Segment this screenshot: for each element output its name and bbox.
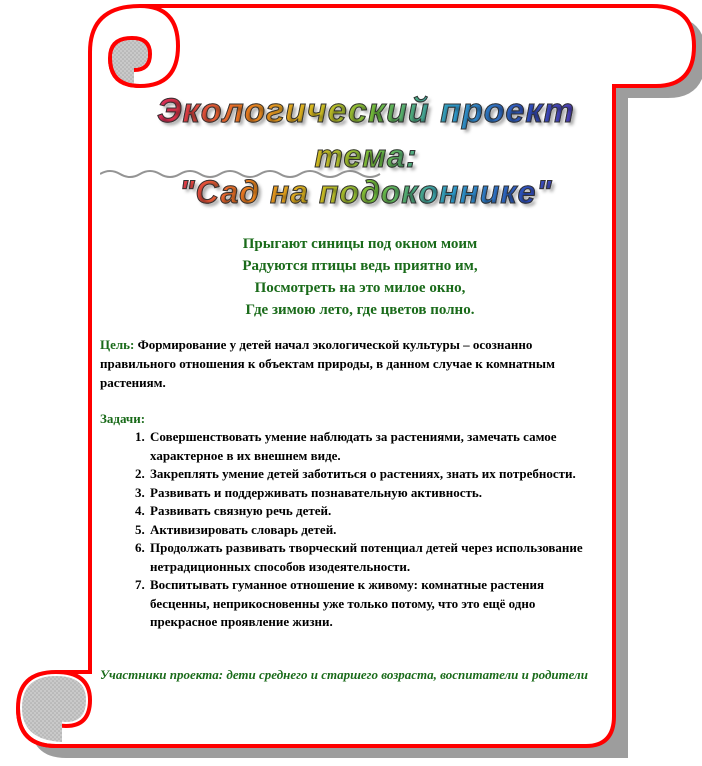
goal-paragraph bbox=[100, 335, 605, 392]
tasks-list bbox=[100, 428, 605, 632]
list-item: 7. Воспитывать гуманное отношение к живому: комнатные растения бесценны, неприкосновенны уже только потому, что это ещё одно прекрасное проявление жизни. bbox=[148, 576, 605, 632]
poem-line: Прыгают синицы под окном моим bbox=[242, 236, 478, 252]
tasks-heading: Задачи: bbox=[100, 411, 146, 426]
participants-text: Участники проекта: дети среднего и старшего возраста, воспитатели и родители bbox=[100, 667, 588, 682]
title-line-1: Экологический проект bbox=[96, 92, 636, 131]
title-line-3: "Сад на подоконнике" bbox=[96, 174, 636, 211]
goal-label: Цель: bbox=[100, 337, 135, 352]
title-line-2: тема: bbox=[96, 138, 636, 175]
list-item: 1. Совершенствовать умение наблюдать за растениями, замечать самое характерное в их внешнем виде. bbox=[148, 428, 605, 465]
list-item: 6. Продолжать развивать творческий потенциал детей через использование нетрадиционных способов изодеятельности. bbox=[148, 539, 605, 576]
list-item: 3. Развивать и поддерживать познавательную активность. bbox=[148, 484, 605, 503]
list-item: 5. Активизировать словарь детей. bbox=[148, 521, 605, 540]
poem-line: Радуются птицы ведь приятно им, bbox=[242, 258, 478, 274]
list-item: 2. Закреплять умение детей заботиться о растениях, знать их потребности. bbox=[148, 465, 605, 484]
list-item: 4. Развивать связную речь детей. bbox=[148, 502, 605, 521]
poem bbox=[110, 233, 610, 321]
poem-line: Посмотреть на это милое окно, bbox=[254, 280, 466, 296]
poem-line: Где зимою лето, где цветов полно. bbox=[245, 302, 475, 318]
goal-text: Формирование у детей начал экологической культуры – осознанно правильного отношения к объектам природы, в данном случае к комнатным растениям. bbox=[100, 337, 555, 390]
